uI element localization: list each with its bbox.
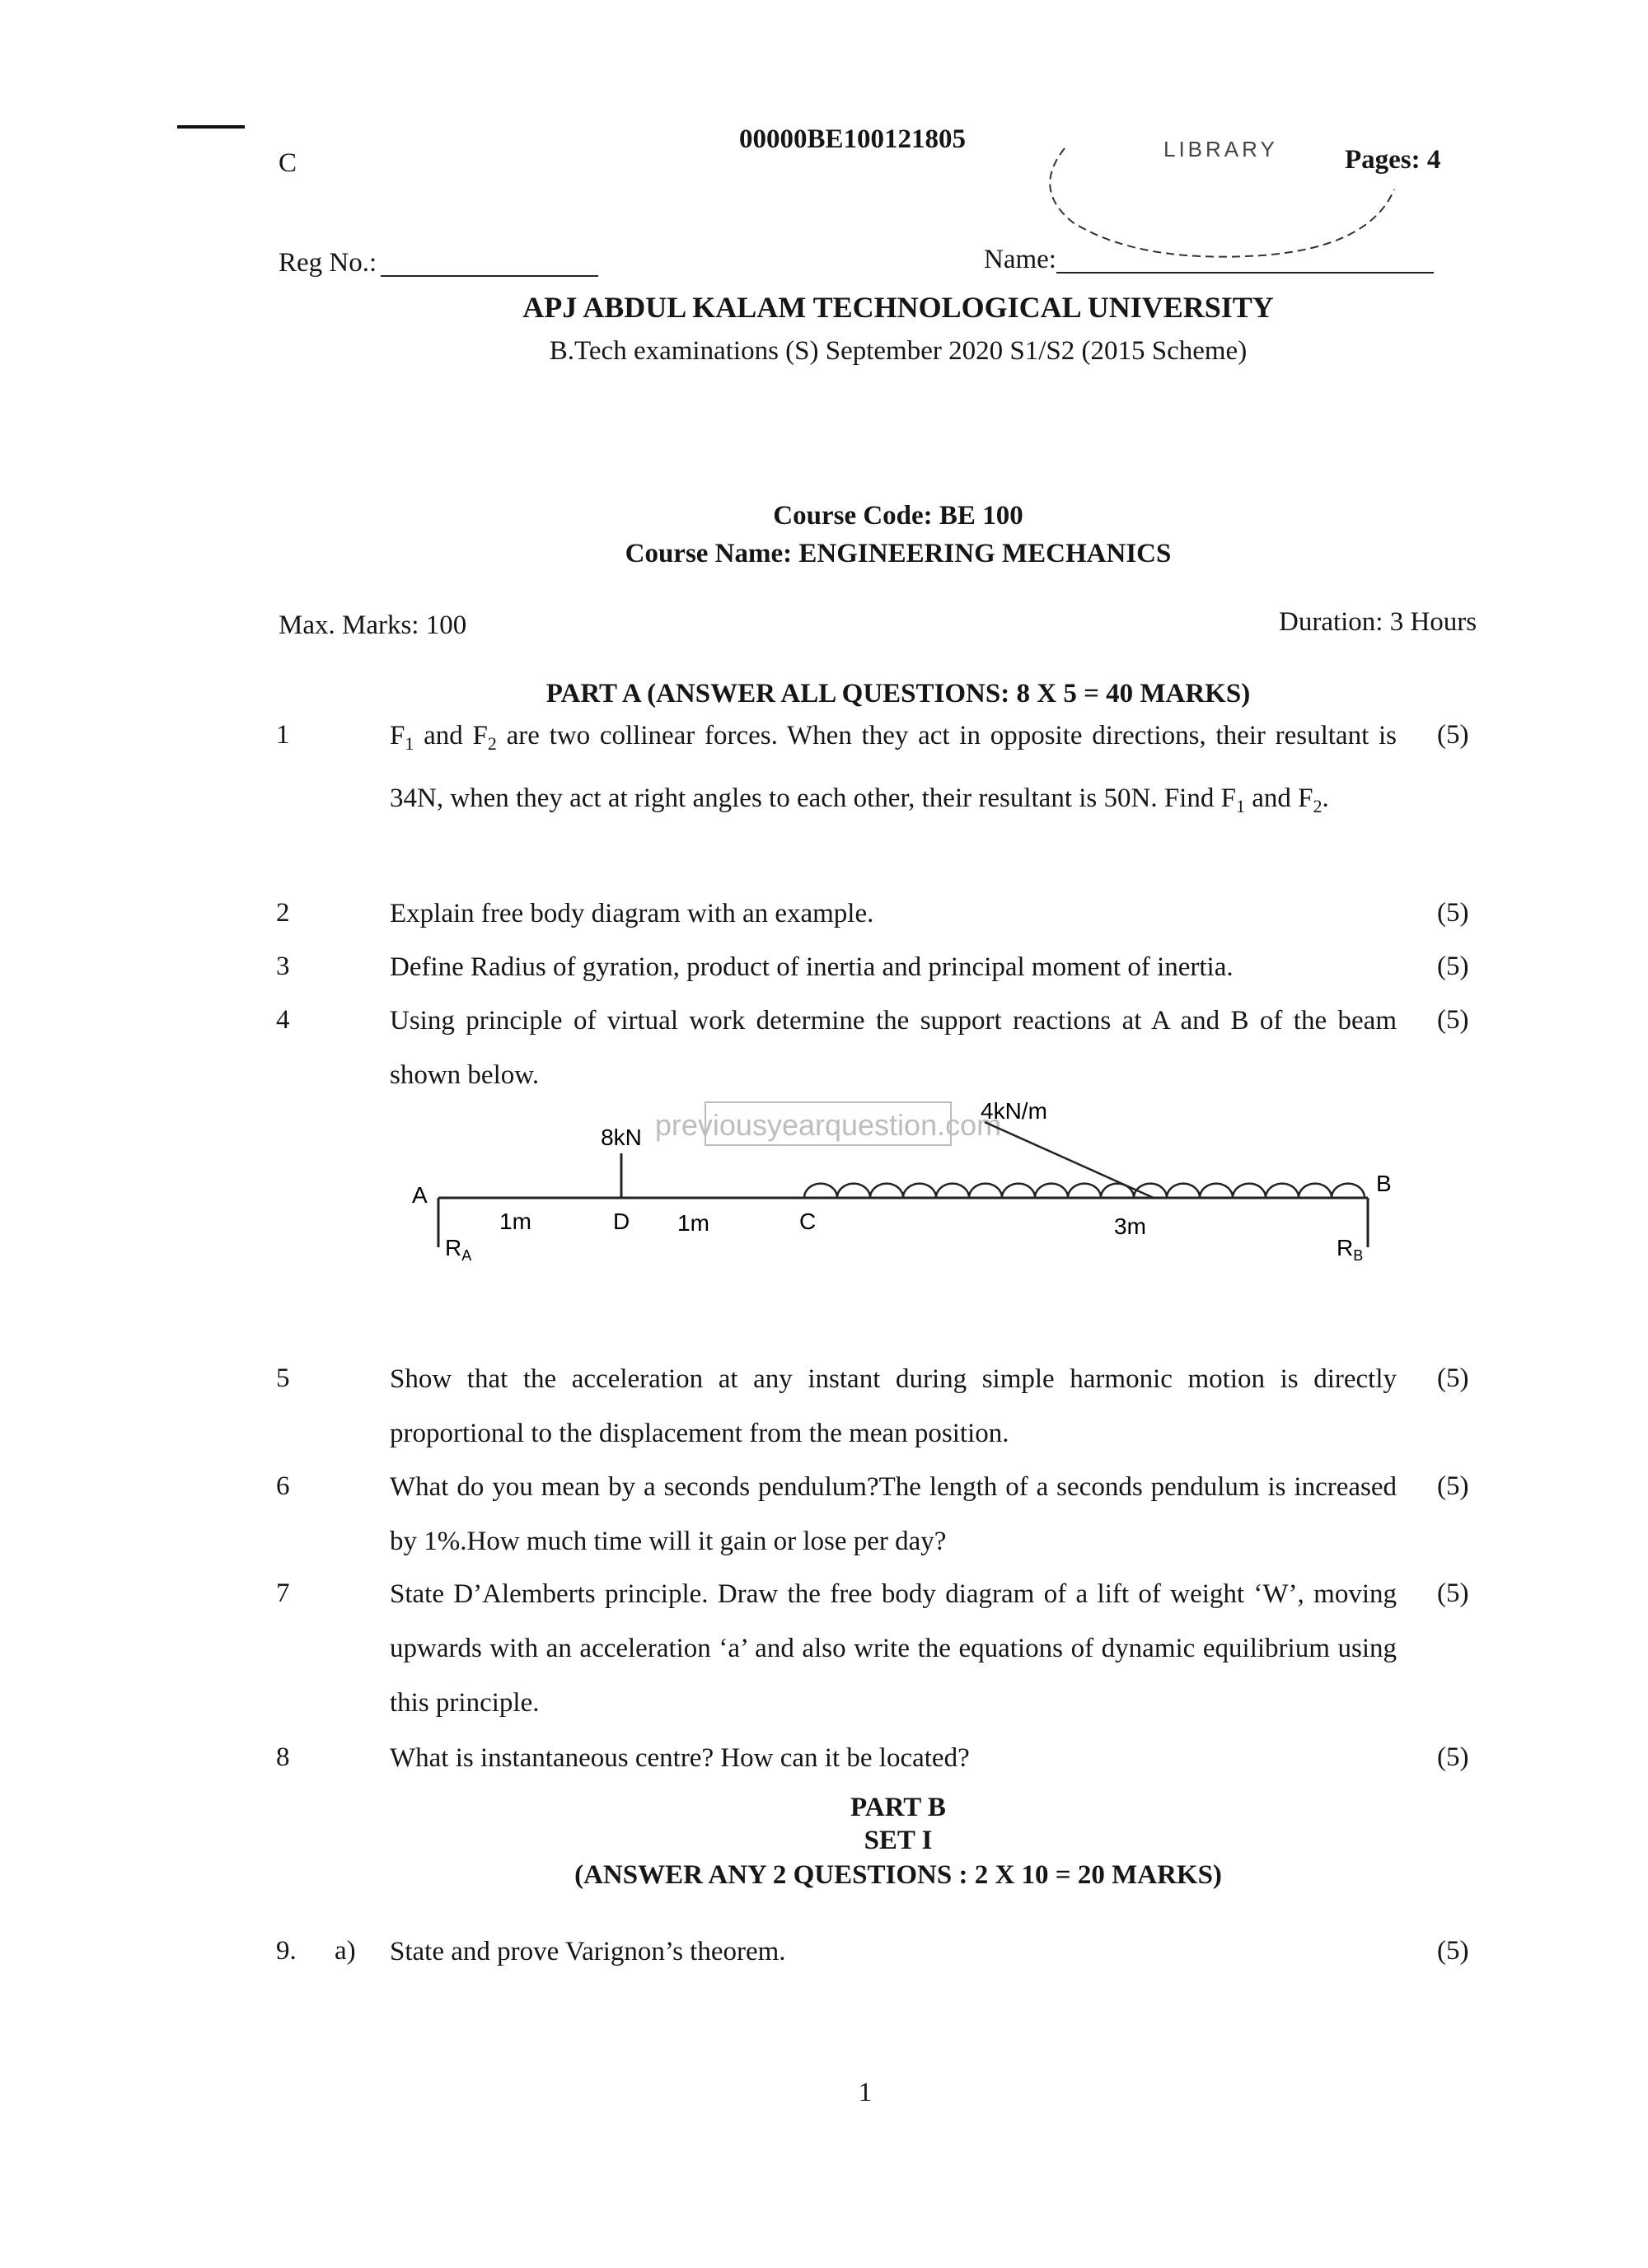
udl-load: [804, 1184, 1365, 1198]
part-a-heading: PART A (ANSWER ALL QUESTIONS: 8 X 5 = 40 MARKS): [545, 679, 1251, 708]
part-b-heading: PART B: [850, 1793, 946, 1822]
point-c-label: C: [799, 1209, 817, 1234]
part-b-set: SET I: [864, 1826, 933, 1855]
set-code: C: [279, 148, 297, 178]
question-number: 1: [276, 720, 290, 750]
question-number: 5: [276, 1363, 290, 1393]
part-b-instruction: (ANSWER ANY 2 QUESTIONS : 2 X 10 = 20 MARKS): [574, 1860, 1222, 1890]
question-text: Explain free body diagram with an example.: [390, 899, 874, 928]
exam-title: B.Tech examinations (S) September 2020 S1/S2 (2015 Scheme): [549, 336, 1248, 366]
stamp-text: LIBRARY: [1163, 137, 1278, 161]
dim-cb: 3m: [1114, 1213, 1146, 1239]
university-title: APJ ABDUL KALAM TECHNOLOGICAL UNIVERSITY: [522, 291, 1274, 324]
point-d-label: D: [613, 1209, 630, 1234]
question-subpart: a): [335, 1936, 356, 1966]
reg-no-line: [381, 275, 598, 277]
question-text: $F_1$ and $F_2$ are two collinear forces. When they act in opposite directions, their resultant is 34N, when they act at right angles to each other, their resultant is 50N. Find $F_1$ and $F_2$.: [390, 721, 1397, 816]
name-line: [1056, 272, 1434, 274]
page-number: 1: [858, 2078, 873, 2107]
question-text: State D’Alemberts principle. Draw the free body diagram of a lift of weight ‘W’, moving upwards with an acceleration ‘a’ and also write the equations of dynamic equilibrium using this principle.: [390, 1579, 1397, 1718]
duration: Duration: 3 Hours: [1279, 607, 1477, 637]
beam-diagram: [396, 1087, 1417, 1285]
course-name: Course Name: ENGINEERING MECHANICS: [625, 539, 1172, 568]
question-number: 6: [276, 1471, 290, 1501]
name-label: Name:: [984, 245, 1056, 274]
question-number: 7: [276, 1578, 290, 1608]
question-marks: (5): [1437, 1005, 1469, 1035]
question-marks: (5): [1437, 1578, 1469, 1608]
point-b-label: B: [1376, 1171, 1392, 1196]
question-text: State and prove Varignon’s theorem.: [390, 1937, 786, 1966]
reaction-b: $R_B$: [1337, 1235, 1364, 1264]
watermark: previousyearquestion.com: [654, 1108, 1002, 1142]
question-text: Show that the acceleration at any instant during simple harmonic motion is directly proportional to the displacement from the mean position.: [390, 1364, 1397, 1448]
question-number: 3: [276, 952, 290, 981]
dim-dc: 1m: [677, 1210, 709, 1236]
question-marks: (5): [1437, 1936, 1469, 1966]
question-text: What do you mean by a seconds pendulum?The length of a seconds pendulum is increased by 1%.How much time will it gain or lose per day?: [390, 1472, 1397, 1556]
point-load-label: 8kN: [601, 1125, 642, 1150]
point-a-label: A: [412, 1182, 428, 1208]
reg-no-label: Reg No.:: [279, 248, 377, 278]
question-marks: (5): [1437, 1363, 1469, 1393]
udl-label: 4kN/m: [981, 1098, 1047, 1124]
question-number: 9.: [276, 1936, 297, 1966]
paper-id: 00000BE100121805: [739, 124, 967, 154]
max-marks: Max. Marks: 100: [279, 610, 467, 640]
stamp-outline: [1050, 148, 1394, 257]
course-code: Course Code: BE 100: [773, 501, 1023, 531]
scan-mark: [177, 125, 245, 129]
reaction-a: $R_A$: [445, 1235, 472, 1264]
question-number: 8: [276, 1742, 290, 1772]
dim-ad: 1m: [499, 1209, 531, 1234]
question-text: Using principle of virtual work determine the support reactions at A and B of the beam shown below.: [390, 1006, 1397, 1090]
question-number: 4: [276, 1005, 290, 1035]
page-count: Pages: 4: [1345, 145, 1441, 175]
question-marks: (5): [1437, 1471, 1469, 1501]
question-marks: (5): [1437, 952, 1469, 981]
question-number: 2: [276, 898, 290, 928]
question-marks: (5): [1437, 1742, 1469, 1772]
question-marks: (5): [1437, 898, 1469, 928]
question-text: Define Radius of gyration, product of inertia and principal moment of inertia.: [390, 952, 1234, 982]
library-stamp: [1015, 124, 1411, 280]
question-marks: (5): [1437, 720, 1469, 750]
question-text: What is instantaneous centre? How can it be located?: [390, 1743, 970, 1773]
